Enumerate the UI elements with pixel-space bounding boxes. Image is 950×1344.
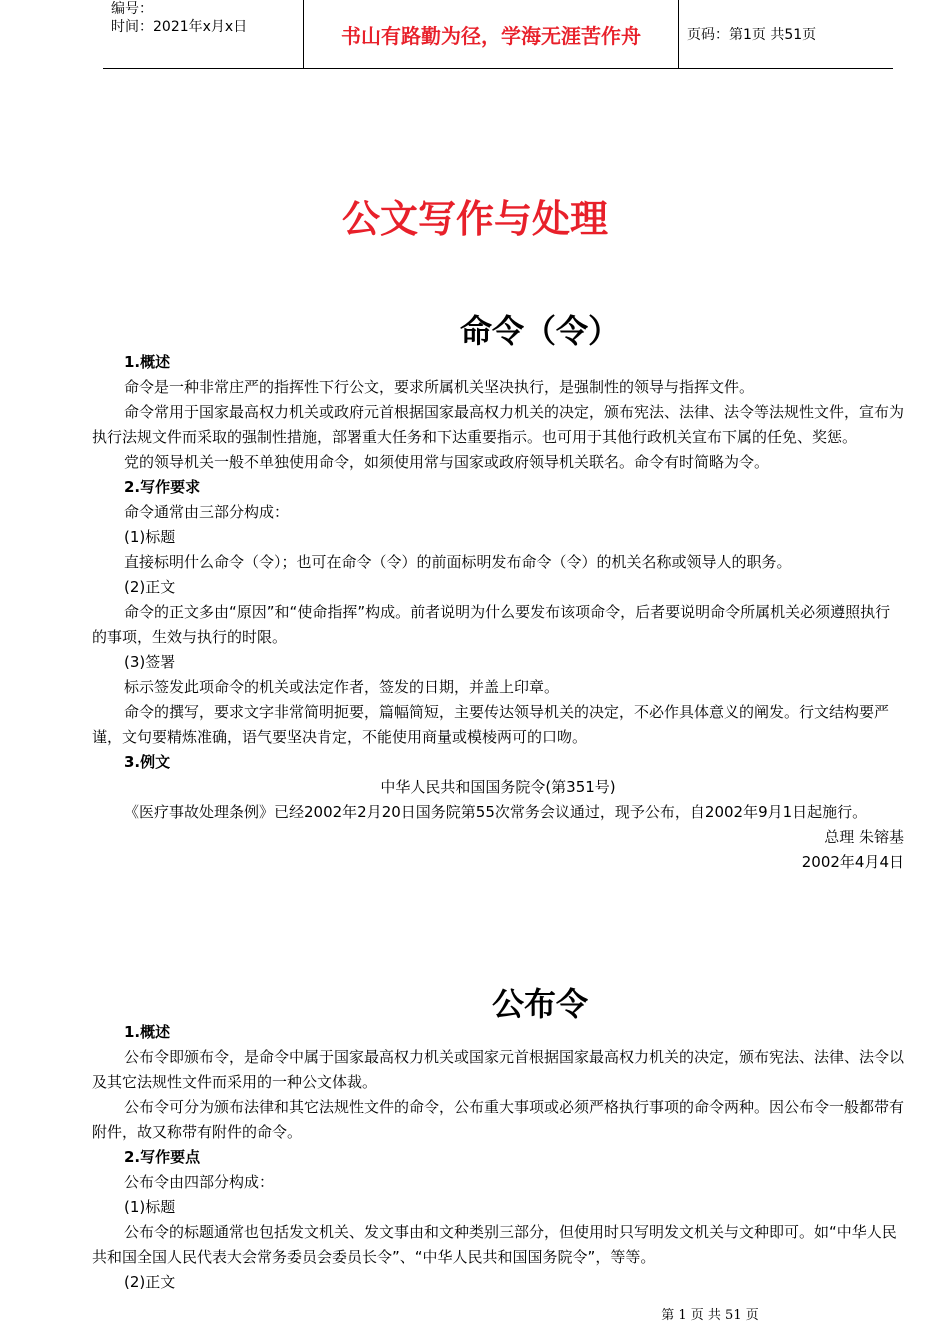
paragraph: 公布令即颁布令，是命令中属于国家最高权力机关或国家元首根据国家最高权力机关的决定，颁布宪法、法律、法令以及其它法规性文件而采用的一种公文体裁。 bbox=[92, 1048, 905, 1091]
number-label: 编号： bbox=[111, 1, 153, 17]
time-label: 时间：2021年x月x日 bbox=[111, 19, 248, 35]
example-body: 《医疗事故处理条例》已经2002年2月20日国务院第55次常务会议通过，现予公布，自2002年9月1日起施行。 bbox=[124, 803, 868, 821]
subheading: (1)标题 bbox=[124, 528, 176, 546]
section-command-body bbox=[92, 350, 904, 875]
paragraph: 命令的撰写，要求文字非常简明扼要，篇幅简短，主要传达领导机关的决定，不必作具体意义的阐发。行文结构要严谨，文句要精炼准确，语气要坚决肯定，不能使用商量或模棱两可的口吻。 bbox=[92, 703, 890, 746]
paragraph: 标示签发此项命令的机关或法定作者，签发的日期，并盖上印章。 bbox=[124, 678, 560, 696]
paragraph: 直接标明什么命令（令）；也可在命令（令）的前面标明发布命令（令）的机关名称或领导人的职务。 bbox=[124, 553, 792, 571]
paragraph: 命令是一种非常庄严的指挥性下行公文，要求所属机关坚决执行，是强制性的领导与指挥文件。 bbox=[124, 378, 755, 396]
paragraph: 公布令由四部分构成： bbox=[124, 1173, 275, 1191]
section-title-promulgation: 公布令 bbox=[491, 985, 588, 1023]
example-date: 2002年4月4日 bbox=[801, 853, 904, 871]
motto: 书山有路勤为径，学海无涯苦作舟 bbox=[341, 23, 641, 48]
heading-overview: 1.概述 bbox=[124, 353, 171, 371]
header-right-cell bbox=[677, 0, 893, 68]
heading-requirements: 2.写作要求 bbox=[124, 478, 201, 496]
subheading: (1)标题 bbox=[124, 1198, 176, 1216]
page-info: 页码：第1页 共51页 bbox=[687, 27, 817, 43]
heading-example: 3.例文 bbox=[124, 753, 171, 771]
heading-overview: 1.概述 bbox=[124, 1023, 171, 1041]
paragraph: 命令常用于国家最高权力机关或政府元首根据国家最高权力机关的决定，颁布宪法、法律、法令等法规性文件，宣布为执行法规文件而采取的强制性措施，部署重大任务和下达重要指示。也可用于其他行政机关宣布下属的任免、奖惩。 bbox=[92, 403, 905, 446]
paragraph: 公布令的标题通常也包括发文机关、发文事由和文种类别三部分，但使用时只写明发文机关与文种即可。如“中华人民共和国全国人民代表大会常务委员会委员长令”、“中华人民共和国国务院令”，等等。 bbox=[92, 1223, 897, 1266]
paragraph: 命令通常由三部分构成： bbox=[124, 503, 290, 521]
subheading: (2)正文 bbox=[124, 1273, 176, 1291]
header-center-cell bbox=[303, 0, 679, 68]
document-title: 公文写作与处理 bbox=[341, 197, 608, 241]
page-footer: 第 1 页 共 51 页 bbox=[661, 1308, 759, 1323]
heading-key-points: 2.写作要点 bbox=[124, 1148, 201, 1166]
example-signature: 总理 朱镕基 bbox=[824, 828, 904, 846]
paragraph: 公布令可分为颁布法律和其它法规性文件的命令，公布重大事项或必须严格执行事项的命令两种。因公布令一般都带有附件，故又称带有附件的命令。 bbox=[92, 1098, 905, 1141]
paragraph: 命令的正文多由“原因”和“使命指挥”构成。前者说明为什么要发布该项命令，后者要说明命令所属机关必须遵照执行的事项，生效与执行的时限。 bbox=[92, 603, 891, 646]
section-promulgation-body bbox=[92, 1020, 904, 1295]
page-header bbox=[103, 0, 893, 69]
header-left-cell bbox=[103, 0, 303, 68]
section-title-command: 命令（令） bbox=[459, 312, 620, 350]
subheading: (3)签署 bbox=[124, 653, 176, 671]
subheading: (2)正文 bbox=[124, 578, 176, 596]
example-title: 中华人民共和国国务院令(第351号) bbox=[380, 778, 616, 796]
paragraph: 党的领导机关一般不单独使用命令，如须使用常与国家或政府领导机关联名。命令有时简略为令。 bbox=[124, 453, 770, 471]
